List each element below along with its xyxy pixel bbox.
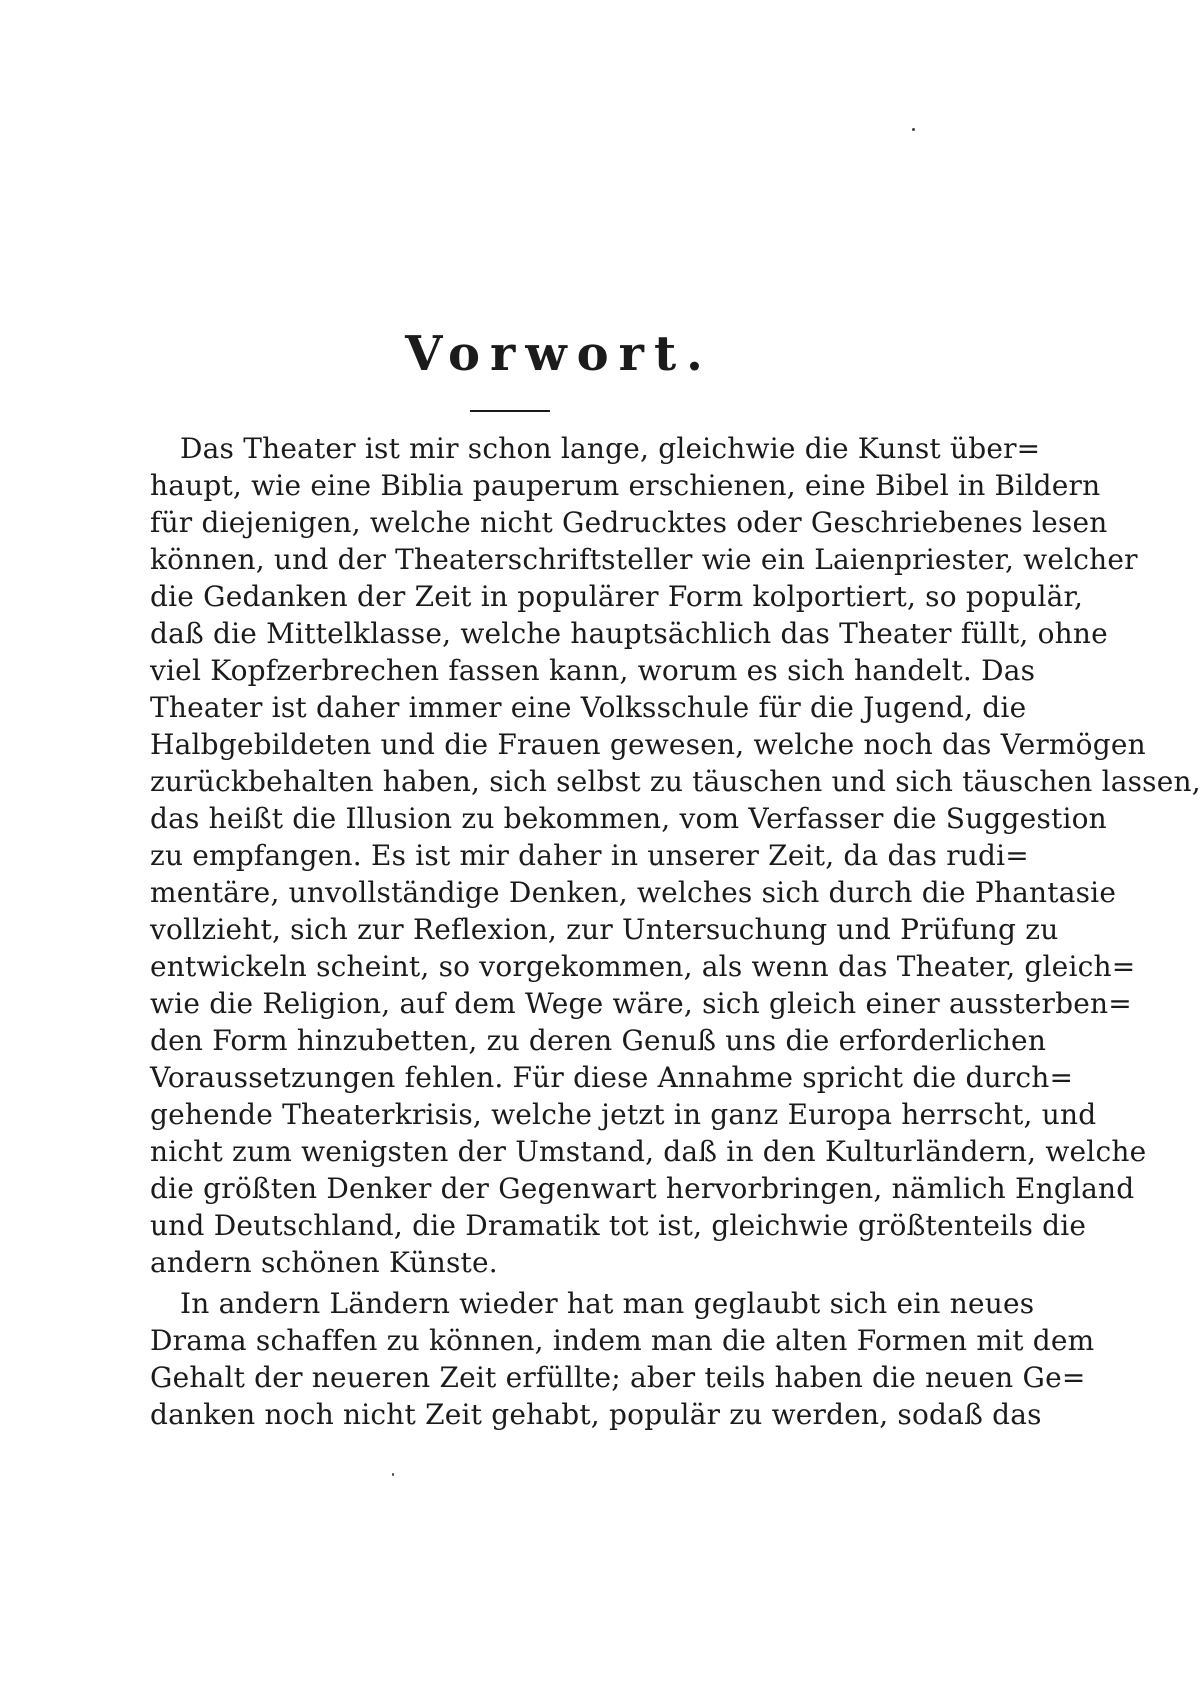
text-line: zurückbehalten haben, sich selbst zu täuschen und sich täuschen lassen, <box>150 765 1201 798</box>
text-line: Theater ist daher immer eine Volksschule für die Jugend, die <box>150 691 1027 724</box>
text-line: wie die Religion, auf dem Wege wäre, sich gleich einer aussterben= <box>150 987 1132 1020</box>
text-line: für diejenigen, welche nicht Gedrucktes oder Geschriebenes lesen <box>150 506 1108 539</box>
text-line: nicht zum wenigsten der Umstand, daß in den Kulturländern, welche <box>150 1135 1147 1168</box>
text-line: In andern Ländern wieder hat man geglaubt sich ein neues <box>180 1287 1035 1320</box>
paragraph-1 <box>150 430 1201 1281</box>
text-line: zu empfangen. Es ist mir daher in unserer Zeit, da das rudi= <box>150 839 1029 872</box>
text-line: das heißt die Illusion zu bekommen, vom Verfasser die Suggestion <box>150 802 1107 835</box>
text-line: Voraussetzungen fehlen. Für diese Annahme spricht die durch= <box>150 1061 1074 1094</box>
text-line: Halbgebildeten und die Frauen gewesen, welche noch das Vermögen <box>150 728 1146 761</box>
text-line: haupt, wie eine Biblia pauperum erschienen, eine Bibel in Bildern <box>150 469 1101 502</box>
text-line: andern schönen Künste. <box>150 1246 498 1279</box>
text-line: gehende Theaterkrisis, welche jetzt in ganz Europa herrscht, und <box>150 1098 1097 1131</box>
text-line: die größten Denker der Gegenwart hervorbringen, nämlich England <box>150 1172 1135 1205</box>
text-line: entwickeln scheint, so vorgekommen, als wenn das Theater, gleich= <box>150 950 1136 983</box>
title-divider <box>470 410 550 412</box>
text-line: und Deutschland, die Dramatik tot ist, gleichwie größtenteils die <box>150 1209 1087 1242</box>
text-line: Gehalt der neueren Zeit erfüllte; aber teils haben die neuen Ge= <box>150 1361 1086 1394</box>
text-line: vollzieht, sich zur Reflexion, zur Untersuchung und Prüfung zu <box>150 913 1059 946</box>
scan-speck <box>912 128 915 131</box>
text-line: danken noch nicht Zeit gehabt, populär zu werden, sodaß das <box>150 1398 1042 1431</box>
text-line: daß die Mittelklasse, welche hauptsächlich das Theater füllt, ohne <box>150 617 1108 650</box>
body-text <box>150 430 1201 1433</box>
text-line: mentäre, unvollständige Denken, welches sich durch die Phantasie <box>150 876 1117 909</box>
text-line: Das Theater ist mir schon lange, gleichwie die Kunst über= <box>180 432 1041 465</box>
paragraph-2 <box>150 1285 1095 1433</box>
text-line: den Form hinzubetten, zu deren Genuß uns die erforderlichen <box>150 1024 1047 1057</box>
scan-speck <box>392 1473 394 1476</box>
text-line: viel Kopfzerbrechen fassen kann, worum es sich handelt. Das <box>150 654 1036 687</box>
text-line: die Gedanken der Zeit in populärer Form kolportiert, so populär, <box>150 580 1084 613</box>
page-title: Vorwort. <box>405 326 713 382</box>
text-line: Drama schaffen zu können, indem man die alten Formen mit dem <box>150 1324 1095 1357</box>
text-line: können, und der Theaterschriftsteller wie ein Laienpriester, welcher <box>150 543 1138 576</box>
